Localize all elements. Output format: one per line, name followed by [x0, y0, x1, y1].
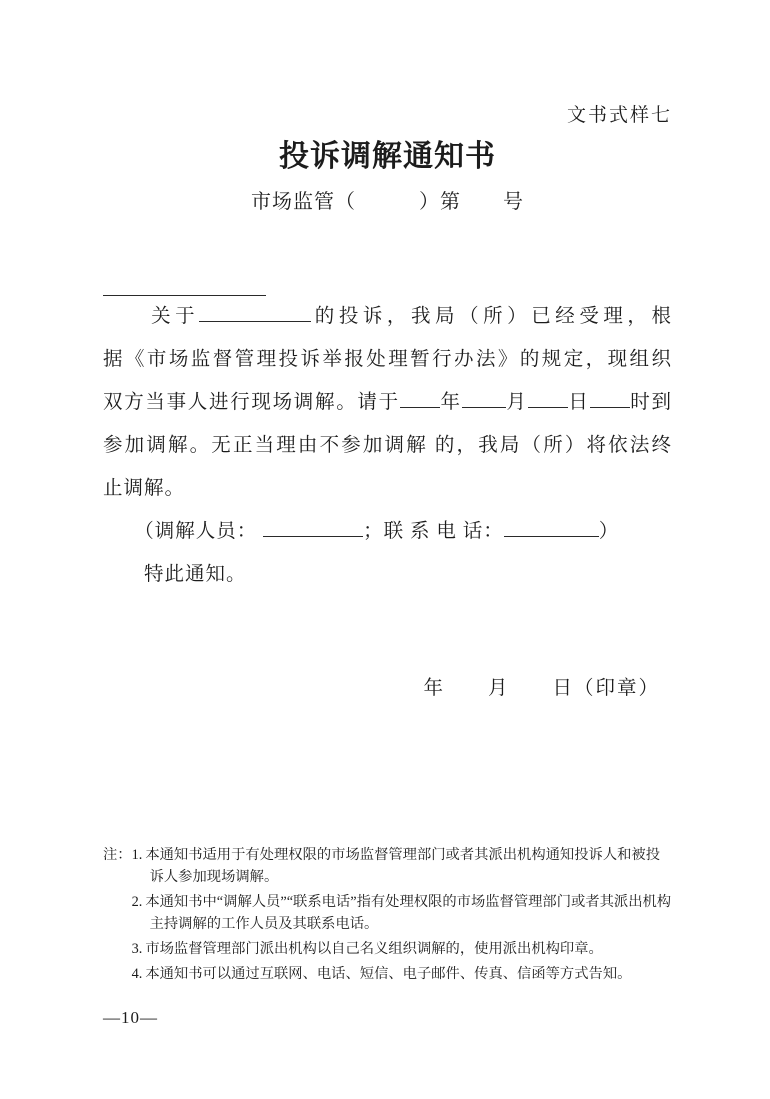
note-item [132, 891, 672, 935]
fill-in-blank[interactable] [504, 518, 599, 537]
body-line: （调解人员： ；联 系 电 话： ） [103, 510, 672, 553]
date-seal-line: 年 月 日（印章） [423, 678, 660, 699]
notes-label: 注： [103, 847, 132, 863]
body-line: 特此通知。 [103, 564, 247, 585]
note-number: 2. [131, 894, 143, 910]
note-text: 本通知书适用于有处理权限的市场监督管理部门或者其派出机构通知投诉人和被投诉人参加现场调解。 [145, 847, 661, 885]
body-line: 参加调解。无正当理由不参加调解 的，我局（所）将依法终 [103, 435, 672, 456]
notes-section [103, 844, 672, 988]
body-line: 据《市场监督管理投诉举报处理暂行办法》的规定，现组织 [103, 349, 672, 370]
fill-in-blank[interactable] [462, 389, 506, 408]
fill-in-blank[interactable] [400, 389, 440, 408]
doc-style-label: 文书式样七 [566, 105, 672, 126]
body-line: 双方当事人进行现场调解。请于 年 月 日 时到 [103, 381, 672, 424]
doc-number-line: 市场监管（ ）第 号 [251, 191, 524, 213]
notice-body [103, 295, 672, 596]
fill-in-blank[interactable] [263, 518, 363, 537]
fill-in-blank[interactable] [199, 303, 311, 322]
note-text: 市场监督管理部门派出机构以自己名义组织调解的，使用派出机构印章。 [145, 941, 603, 957]
body-line: 止调解。 [103, 478, 186, 499]
page-number: —10— [103, 1008, 158, 1027]
note-item [132, 963, 672, 985]
addressee-blank-line [103, 283, 672, 289]
note-text: 本通知书中“调解人员”“联系电话”指有处理权限的市场监督管理部门或者其派出机构主持调解的工作人员及其联系电话。 [145, 894, 672, 932]
notes-list [132, 844, 672, 988]
note-item [132, 938, 672, 960]
note-number: 1. [131, 847, 143, 863]
page-title: 投诉调解通知书 [279, 140, 496, 173]
note-number: 4. [131, 966, 143, 982]
note-text: 本通知书可以通过互联网、电话、短信、电子邮件、传真、信函等方式告知。 [145, 966, 632, 982]
fill-in-blank[interactable] [590, 389, 630, 408]
body-line: 关于 的投诉，我局（所）已经受理，根 [103, 295, 672, 338]
note-item [132, 844, 672, 888]
fill-in-blank[interactable] [528, 389, 568, 408]
note-number: 3. [131, 941, 143, 957]
